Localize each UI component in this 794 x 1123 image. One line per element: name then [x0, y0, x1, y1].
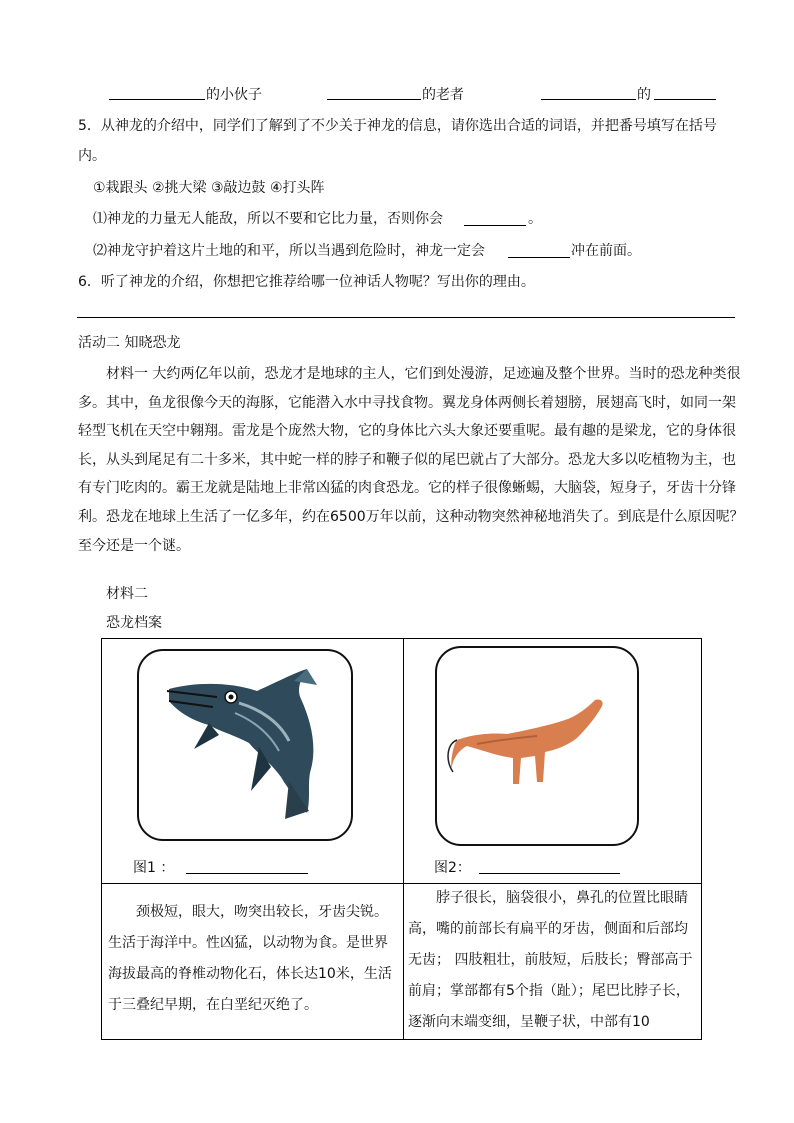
answer-blank[interactable] — [464, 225, 526, 226]
question-5-options: ①栽跟头 ②挑大梁 ③敲边鼓 ④打头阵 — [93, 180, 325, 196]
dinosaur-archive-table — [101, 638, 702, 1040]
question-5-item-1: ⑴神龙的力量无人能敌，所以不要和它比力量，否则你会 — [93, 211, 443, 227]
question-5-item-1-end: 。 — [528, 211, 542, 227]
figure-2-frame — [435, 646, 639, 846]
figure-1-label: 图1 ： — [133, 860, 175, 876]
q4-suffix-1: 的小伙子 — [206, 87, 262, 103]
ichthyosaur-image — [139, 651, 351, 839]
question-5-text: 5．从神龙的介绍中，同学们了解到了不少关于神龙的信息，请你选出合适的词语，并把番号填写在括号 — [78, 118, 717, 134]
material-1-paragraph: 材料一 大约两亿年以前，恐龙才是地球的主人，它们到处漫游，足迹遍及整个世界。当时的恐龙种类很多。其中，鱼龙很像今天的海豚，它能潜入水中寻找食物。翼龙身体两侧长着翅膀，展翅高飞时，如同一架轻型飞机在天空中翱翔。雷龙是个庞然大物，它的身体比六头大象还要重呢。最有趣的是梁龙，它的身体很长，从头到尾足有二十多米，其中蛇一样的脖子和鞭子似的尾巴就占了大部分。恐龙大多以吃植物为主，也有专门吃肉的。霸王龙就是陆地上非常凶猛的肉食恐龙。它的样子很像蜥蜴，大脑袋，短身子，牙齿十分锋利。恐龙在地球上生活了一亿多年，约在6500万年以前，这种动物突然神秘地消失了。到底是什么原因呢？至今还是一个谜。 — [78, 366, 744, 554]
figure-1-description: 颈极短，眼大，吻突出较长，牙齿尖锐。生活于海洋中。性凶猛，以动物为食。是世界海拔最高的脊椎动物化石，体长达10米，生活于三叠纪早期，在白垩纪灭绝了。 — [108, 904, 392, 1013]
question-6-text: 6．听了神龙的介绍，你想把它推荐给哪一位神话人物呢？写出你的理由。 — [78, 274, 535, 290]
material-2-label: 材料二 — [106, 586, 148, 602]
answer-blank[interactable] — [327, 99, 421, 100]
q4-suffix-3: 的 — [637, 87, 651, 103]
diplodocus-image — [437, 648, 637, 844]
figure-2-label: 图2： — [434, 860, 471, 876]
answer-blank[interactable] — [479, 873, 620, 874]
answer-line[interactable] — [77, 317, 735, 318]
question-5-item-2: ⑵神龙守护着这片土地的和平，所以当遇到危险时，神龙一定会 — [93, 243, 485, 259]
section-title: 活动二 知晓恐龙 — [78, 335, 181, 351]
q4-suffix-2: 的老者 — [422, 87, 464, 103]
figure-1-frame — [137, 649, 353, 841]
answer-blank[interactable] — [541, 99, 636, 100]
question-5-text-cont: 内。 — [78, 148, 106, 164]
figure-2-description: 脖子很长，脑袋很小，鼻孔的位置比眼睛高，嘴的前部长有扁平的牙齿，侧面和后部均无齿； 四肢粗壮，前肢短，后肢长；臀部高于前肩；掌部都有5个指（趾）；尾巴比脖子长，逐渐向末端变细，呈鞭子状，中部有10 — [408, 890, 693, 1030]
answer-blank[interactable] — [508, 257, 570, 258]
answer-blank[interactable] — [109, 99, 205, 100]
archive-title: 恐龙档案 — [106, 615, 162, 631]
question-5-item-2-end: 冲在前面。 — [571, 243, 641, 259]
answer-blank[interactable] — [186, 873, 308, 874]
answer-blank[interactable] — [654, 99, 716, 100]
